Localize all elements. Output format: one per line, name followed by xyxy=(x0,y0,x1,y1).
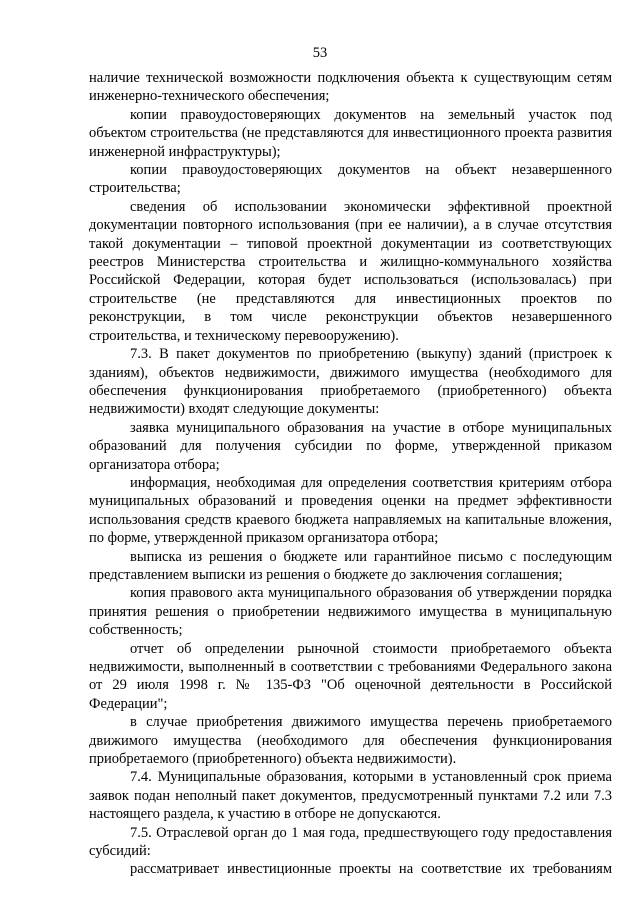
paragraph-8: выписка из решения о бюджете или гарантийное письмо с последующим представлением выписки из решения о бюджете до заключения соглашения; xyxy=(89,548,612,583)
paragraph-7: информация, необходимая для определения соответствия критериям отбора муниципальных образований и проведения оценки на предмет эффективности использования средств краевого бюджета направляемых на капитальные вложения, по форме, утвержденной приказом организатора отбора; xyxy=(89,474,612,547)
paragraph-4: сведения об использовании экономически эффективной проектной документации повторного использования (при ее наличии), а в случае отсутствия такой документации – типовой проектной документации из соответствующих реестров Министерства строительства и жилищно-коммунального хозяйства Российской Федерации, которая будет использоваться (использовалась) при строительстве (не представляются для инвестиционных проектов по реконструкции, в том числе реконструкции объектов незавершенного строительства, и техническому перевооружению). xyxy=(89,198,612,344)
page-number: 53 xyxy=(312,45,328,61)
paragraph-6: заявка муниципального образования на участие в отборе муниципальных образований для получения субсидии по форме, утвержденной приказом организатора отбора; xyxy=(89,419,612,473)
paragraph-9: копия правового акта муниципального образования об утверждении порядка принятия решения о приобретении недвижимого имущества в муниципальную собственность; xyxy=(89,585,612,639)
paragraph-12: 7.4. Муниципальные образования, которыми в установленный срок приема заявок подан неполный пакет документов, предусмотренный пунктами 7.2 или 7.3 настоящего раздела, к участию в отборе не допускаются. xyxy=(89,769,612,823)
paragraph-10: отчет об определении рыночной стоимости приобретаемого объекта недвижимости, выполненный в соответствии с требованиями Федерального закона от 29 июля 1998 г. № 135-ФЗ "Об оценочной деятельности в Российской Федерации"; xyxy=(89,640,612,712)
paragraph-3: копии правоудостоверяющих документов на объект незавершенного строительства; xyxy=(89,162,612,197)
paragraph-1: наличие технической возможности подключения объекта к существующим сетям инженерно-технического обеспечения; xyxy=(89,70,612,105)
paragraph-11: в случае приобретения движимого имущества перечень приобретаемого движимого имущества (необходимого для обеспечения функционирования приобретаемого (приобретенного) объекта недвижимости). xyxy=(89,714,612,768)
paragraph-14: рассматривает инвестиционные проекты на соответствие их требованиям xyxy=(130,861,612,878)
paragraph-2: копии правоудостоверяющих документов на земельный участок под объектом строительства (не представляются для инвестиционного проекта развития инженерной инфраструктуры); xyxy=(89,106,612,160)
paragraph-13: 7.5. Отраслевой орган до 1 мая года, предшествующего году предоставления субсидий: xyxy=(89,824,612,860)
paragraph-5: 7.3. В пакет документов по приобретению (выкупу) зданий (пристроек к зданиям), объектов недвижимости, движимого имущества (необходимого для обеспечения функционирования приобретаемого (приобретенного) объекта недвижимости) входят следующие документы: xyxy=(89,346,612,418)
document-text-body xyxy=(89,69,612,879)
